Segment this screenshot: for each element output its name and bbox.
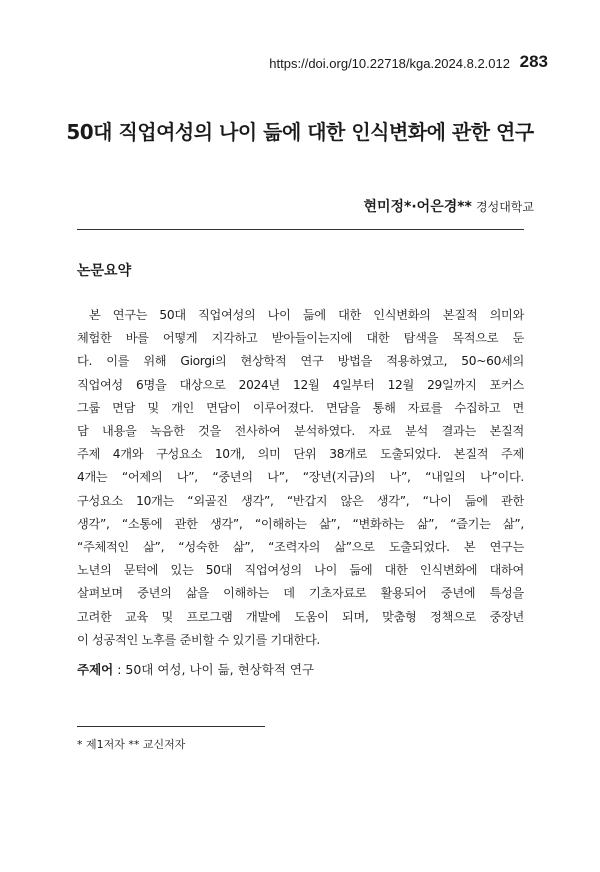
abstract-line: “주체적인 삶”, “성숙한 삶”, “조력자의 삶”으로 도출되었다. 본 연구는: [77, 540, 524, 555]
abstract-line: 담 내용을 녹음한 것을 전사하여 분석하였다. 자료 분석 결과는 본질적: [77, 424, 524, 439]
abstract-line: 주제 4개와 구성요소 10개, 의미 단위 38개로 도출되었다. 본질적 주제: [77, 447, 524, 462]
header-divider: [77, 229, 524, 230]
abstract-line: 그룹 면담 및 개인 면담이 이루어졌다. 면담을 통해 자료를 수집하고 면: [77, 400, 524, 415]
abstract-line: 생각”, “소통에 관한 생각”, “이해하는 삶”, “변화하는 삶”, “즐기는 삶”,: [77, 516, 524, 531]
abstract-line: 직업여성 6명을 대상으로 2024년 12월 4일부터 12월 29일까지 포커스: [77, 377, 524, 392]
author-line: [363, 196, 534, 216]
doi-link[interactable]: https://doi.org/10.22718/kga.2024.8.2.012: [269, 56, 510, 71]
abstract-line: 구성요소 10개는 “외골진 생각”, “반갑지 않은 생각”, “나이 듦에 관한: [77, 493, 524, 508]
keywords: [77, 660, 314, 678]
paper-title: 50대 직업여성의 나이 듦에 대한 인식변화에 관한 연구: [66, 120, 534, 144]
abstract-line: 4개는 “어제의 나”, “중년의 나”, “장년(지금)의 나”, “내일의 나”이다.: [77, 470, 524, 485]
author-affiliation: 경성대학교: [476, 200, 534, 214]
abstract-body: [77, 304, 524, 652]
keywords-text: : 50대 여성, 나이 듦, 현상학적 연구: [113, 662, 315, 677]
abstract-line: 다. 이를 위해 Giorgi의 현상학적 연구 방법을 적용하였고, 50~60세의: [77, 354, 524, 369]
abstract-line: 본 연구는 50대 직업여성의 나이 듦에 대한 인식변화의 본질적 의미와: [89, 308, 524, 322]
abstract-line: 고려한 교육 및 프로그램 개발에 도움이 되며, 맞춤형 정책으로 중장년: [77, 609, 524, 624]
footnote: * 제1저자 ** 교신저자: [77, 738, 186, 751]
abstract-line: 노년의 문턱에 있는 50대 직업여성의 나이 듦에 대한 인식변화에 대하여: [77, 563, 524, 578]
abstract-line: 체험한 바를 어떻게 지각하고 받아들이는지에 대한 탐색을 목적으로 둔: [77, 331, 524, 346]
abstract-heading: 논문요약: [77, 263, 132, 279]
author-names: 현미정*·어은경**: [363, 199, 472, 215]
abstract-line: 살펴보며 중년의 삶을 이해하는 데 기초자료로 활용되어 중년에 특성을: [77, 586, 524, 601]
keywords-label: 주제어: [77, 662, 114, 677]
page-number: 283: [519, 52, 548, 71]
footnote-divider: [77, 726, 265, 727]
abstract-line: 이 성공적인 노후를 준비할 수 있기를 기대한다.: [77, 632, 321, 647]
